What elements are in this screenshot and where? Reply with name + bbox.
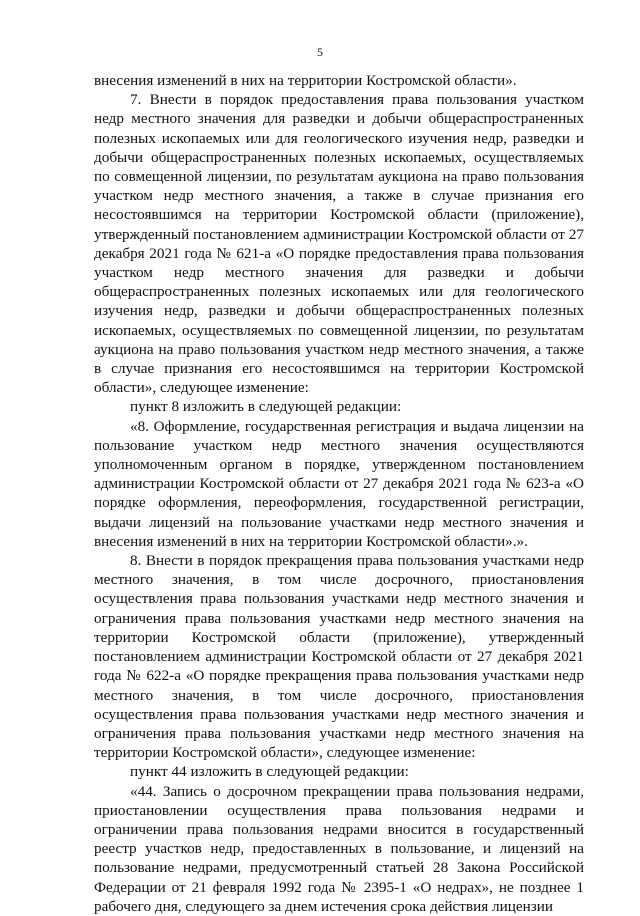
paragraph-point-44-instruction: пункт 44 изложить в следующей редакции:: [130, 763, 409, 781]
paragraph-point-8-text: «8. Оформление, государственная регистрация и выдача лицензии на пользование участком недр местного значения осуществляются уполномоченным органом в порядке, утвержденном постановлением администрации Костромской области от 27 декабря 2021 года № 623-а «О порядке оформления, переоформления, государственной регистрации, выдачи лицензий на пользование участками недр местного значения и внесения изменений в них на территории Костромской области».».: [94, 417, 584, 550]
paragraph-item-8: 8. Внести в порядок прекращения права пользования участками недр местного значения, в том числе досрочного, приостановления осуществления права пользования участками недр местного значения и ограничения права пользования участками недр местного значения на территории Костромской области (приложение), утвержденный постановлением администрации Костромской области от 27 декабря 2021 года № 622-а «О порядке прекращения права пользования участками недр местного значения, в том числе досрочного, приостановления осуществления права пользования участками недр местного значения и ограничения права пользования участками недр местного значения на территории Костромской области», следующее изменение:: [94, 552, 584, 762]
paragraph-point-8-instruction: пункт 8 изложить в следующей редакции:: [130, 398, 402, 416]
paragraph-continuation: внесения изменений в них на территории Костромской области».: [94, 72, 517, 89]
page-number: 5: [317, 45, 323, 59]
document-body: [94, 71, 584, 916]
paragraph-point-44-text: «44. Запись о досрочном прекращении права пользования недрами, приостановлении осуществления права пользования недрами и ограничении права пользования недрами вносится в государственный реестр участков недр, предоставленных в пользование, и лицензий на пользование недрами, предусмотренный статьей 28 Закона Российской Федерации от 21 февраля 1992 года № 2395-1 «О недрах», не позднее 1 рабочего дня, следующего за днем истечения срока действия лицензии: [94, 782, 584, 915]
paragraph-item-7: 7. Внести в порядок предоставления права пользования участком недр местного значения для разведки и добычи общераспространенных полезных ископаемых или для геологического изучения недр, разведки и добычи общераспространенных полезных ископаемых, осуществляемых по совмещенной лицензии, по результатам аукциона на право пользования участком недр местного значения, а также в случае признания его несостоявшимся на территории Костромской области (приложение), утвержденный постановлением администрации Костромской области от 27 декабря 2021 года № 621-а «О порядке предоставления права пользования участком недр местного значения для разведки и добычи общераспространенных полезных ископаемых или для геологического изучения недр, разведки и добычи общераспространенных полезных ископаемых, осуществляемых по совмещенной лицензии, по результатам аукциона на право пользования участком недр местного значения, а также в случае признания его несостоявшимся на территории Костромской области», следующее изменение:: [94, 91, 584, 397]
